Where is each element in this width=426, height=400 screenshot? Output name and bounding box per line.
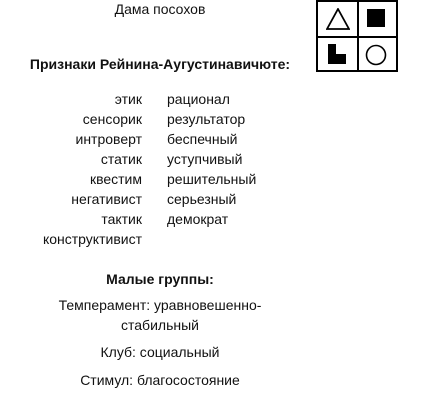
trait-item: сенсорик xyxy=(82,111,142,127)
trait-item: этик xyxy=(114,91,142,107)
grid-divider xyxy=(318,36,396,38)
circle-outline-icon xyxy=(365,44,387,66)
trait-item: конструктивист xyxy=(42,231,142,247)
small-groups-heading: Малые группы: xyxy=(106,271,214,287)
temperament-line: Темперамент: уравновешенно- xyxy=(58,297,262,313)
square-filled-icon xyxy=(367,9,385,27)
club-line: Клуб: социальный xyxy=(100,344,220,360)
trait-item: интроверт xyxy=(75,131,142,147)
triangle-outline-icon xyxy=(326,8,350,30)
symbol-grid xyxy=(316,0,398,72)
temperament-line: стабильный xyxy=(121,317,199,333)
trait-item: решительный xyxy=(167,171,257,187)
trait-item: результатор xyxy=(167,111,246,127)
page-title: Дама посохов xyxy=(114,1,206,17)
traits-heading: Признаки Рейнина-Аугустинавичюте: xyxy=(29,56,291,72)
trait-item: уступчивый xyxy=(167,151,243,167)
trait-item: серьезный xyxy=(167,191,237,207)
trait-item: беспечный xyxy=(167,131,238,147)
trait-item: тактик xyxy=(101,211,142,227)
trait-item: квестим xyxy=(89,171,142,187)
trait-item: негативист xyxy=(71,191,142,207)
trait-item: рационал xyxy=(167,91,230,107)
trait-item: статик xyxy=(100,151,142,167)
traits-left-column xyxy=(43,89,142,249)
stimulus-line: Стимул: благосостояние xyxy=(80,372,240,388)
trait-item: демократ xyxy=(167,211,229,227)
l-shape-filled-icon xyxy=(328,44,346,64)
traits-right-column xyxy=(167,89,256,229)
